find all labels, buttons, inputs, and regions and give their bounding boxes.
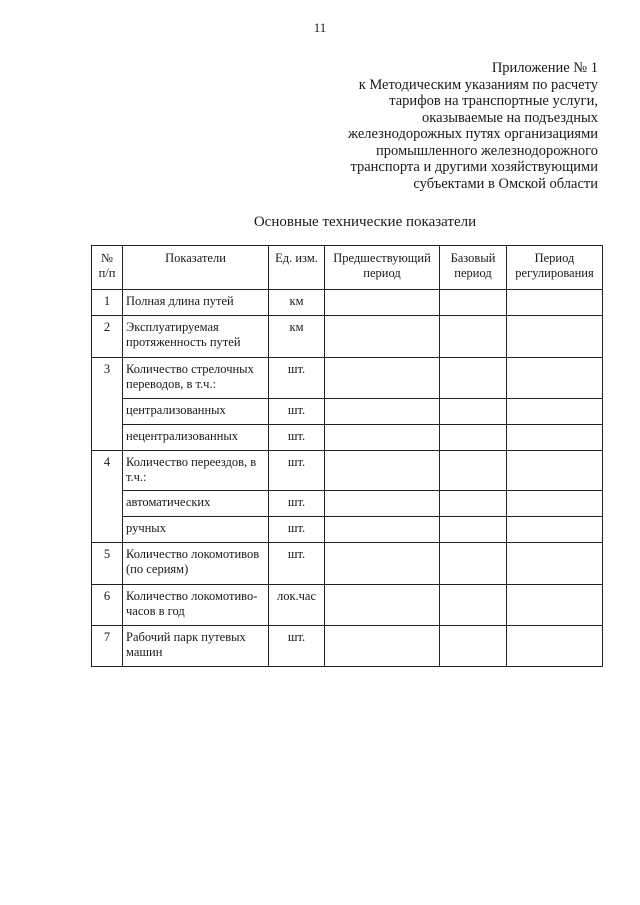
- cell-regulation: [507, 358, 603, 399]
- row-unit: шт.: [269, 358, 325, 399]
- row-num: [92, 491, 123, 517]
- cell-base: [440, 626, 507, 667]
- appendix-caption: [298, 60, 598, 192]
- cell-regulation: [507, 517, 603, 543]
- cell-base: [440, 451, 507, 491]
- row-num: [92, 517, 123, 543]
- cell-previous: [325, 491, 440, 517]
- appendix-line: субъектами в Омской области: [413, 175, 598, 192]
- table-row: [92, 399, 603, 425]
- row-unit: шт.: [269, 399, 325, 425]
- appendix-line: железнодорожных путях организациями: [348, 126, 598, 142]
- cell-regulation: [507, 585, 603, 626]
- appendix-line: Приложение № 1: [491, 60, 598, 76]
- table-row: [92, 316, 603, 358]
- row-num: [92, 425, 123, 451]
- cell-base: [440, 358, 507, 399]
- row-num: [92, 399, 123, 425]
- row-num: 4: [92, 451, 123, 491]
- appendix-line: к Методическим указаниям по расчету: [358, 76, 598, 93]
- row-name: Количество локомотиво-часов в год: [123, 585, 269, 626]
- appendix-line: оказываемые на подъездных: [422, 109, 598, 126]
- cell-base: [440, 399, 507, 425]
- header-regulation-period: Период регулирования: [507, 246, 603, 290]
- row-unit: шт.: [269, 491, 325, 517]
- row-name: Эксплуатируемая протяженность путей: [123, 316, 269, 358]
- row-unit: лок.час: [269, 585, 325, 626]
- cell-previous: [325, 451, 440, 491]
- cell-previous: [325, 585, 440, 626]
- row-name: Рабочий парк путевых машин: [123, 626, 269, 667]
- table-header-row: [92, 246, 603, 290]
- row-unit: шт.: [269, 517, 325, 543]
- cell-base: [440, 543, 507, 585]
- cell-previous: [325, 626, 440, 667]
- appendix-line: тарифов на транспортные услуги,: [389, 93, 598, 109]
- cell-previous: [325, 425, 440, 451]
- table-title: Основные технические показатели: [253, 214, 477, 230]
- appendix-line: промышленного железнодорожного: [375, 142, 598, 159]
- header-num: № п/п: [92, 246, 123, 290]
- table-row: [92, 451, 603, 491]
- cell-base: [440, 425, 507, 451]
- cell-base: [440, 290, 507, 316]
- row-num: 2: [92, 316, 123, 358]
- row-num: 3: [92, 358, 123, 399]
- cell-regulation: [507, 425, 603, 451]
- table-row: [92, 491, 603, 517]
- cell-previous: [325, 517, 440, 543]
- row-name: автоматических: [123, 491, 269, 517]
- cell-previous: [325, 399, 440, 425]
- table-row: [92, 543, 603, 585]
- row-name: ручных: [123, 517, 269, 543]
- cell-base: [440, 316, 507, 358]
- cell-regulation: [507, 399, 603, 425]
- row-name: Количество стрелочных переводов, в т.ч.:: [123, 358, 269, 399]
- row-unit: км: [269, 290, 325, 316]
- cell-base: [440, 491, 507, 517]
- row-unit: шт.: [269, 543, 325, 585]
- row-unit: км: [269, 316, 325, 358]
- appendix-line: транспорта и другими хозяйствующими: [350, 159, 598, 175]
- table-row: [92, 425, 603, 451]
- header-indicator: Показатели: [123, 246, 269, 290]
- row-num: 1: [92, 290, 123, 316]
- row-name: Полная длина путей: [123, 290, 269, 316]
- page-number: 11: [313, 20, 327, 35]
- cell-regulation: [507, 626, 603, 667]
- row-num: 5: [92, 543, 123, 585]
- row-unit: шт.: [269, 425, 325, 451]
- cell-base: [440, 517, 507, 543]
- table-row: [92, 585, 603, 626]
- cell-regulation: [507, 451, 603, 491]
- cell-previous: [325, 316, 440, 358]
- row-unit: шт.: [269, 451, 325, 491]
- cell-previous: [325, 358, 440, 399]
- header-unit: Ед. изм.: [269, 246, 325, 290]
- table-row: [92, 290, 603, 316]
- row-unit: шт.: [269, 626, 325, 667]
- header-previous-period: Предшествующий период: [325, 246, 440, 290]
- row-name: централизованных: [123, 399, 269, 425]
- row-name: нецентрализованных: [123, 425, 269, 451]
- cell-regulation: [507, 290, 603, 316]
- table-row: [92, 358, 603, 399]
- table-row: [92, 626, 603, 667]
- cell-regulation: [507, 316, 603, 358]
- table-row: [92, 517, 603, 543]
- cell-previous: [325, 543, 440, 585]
- indicators-table: [91, 245, 603, 667]
- row-num: 7: [92, 626, 123, 667]
- cell-regulation: [507, 543, 603, 585]
- cell-regulation: [507, 491, 603, 517]
- row-name: Количество локомотивов (по сериям): [123, 543, 269, 585]
- row-num: 6: [92, 585, 123, 626]
- row-name: Количество переездов, в т.ч.:: [123, 451, 269, 491]
- cell-previous: [325, 290, 440, 316]
- cell-base: [440, 585, 507, 626]
- header-base-period: Базовый период: [440, 246, 507, 290]
